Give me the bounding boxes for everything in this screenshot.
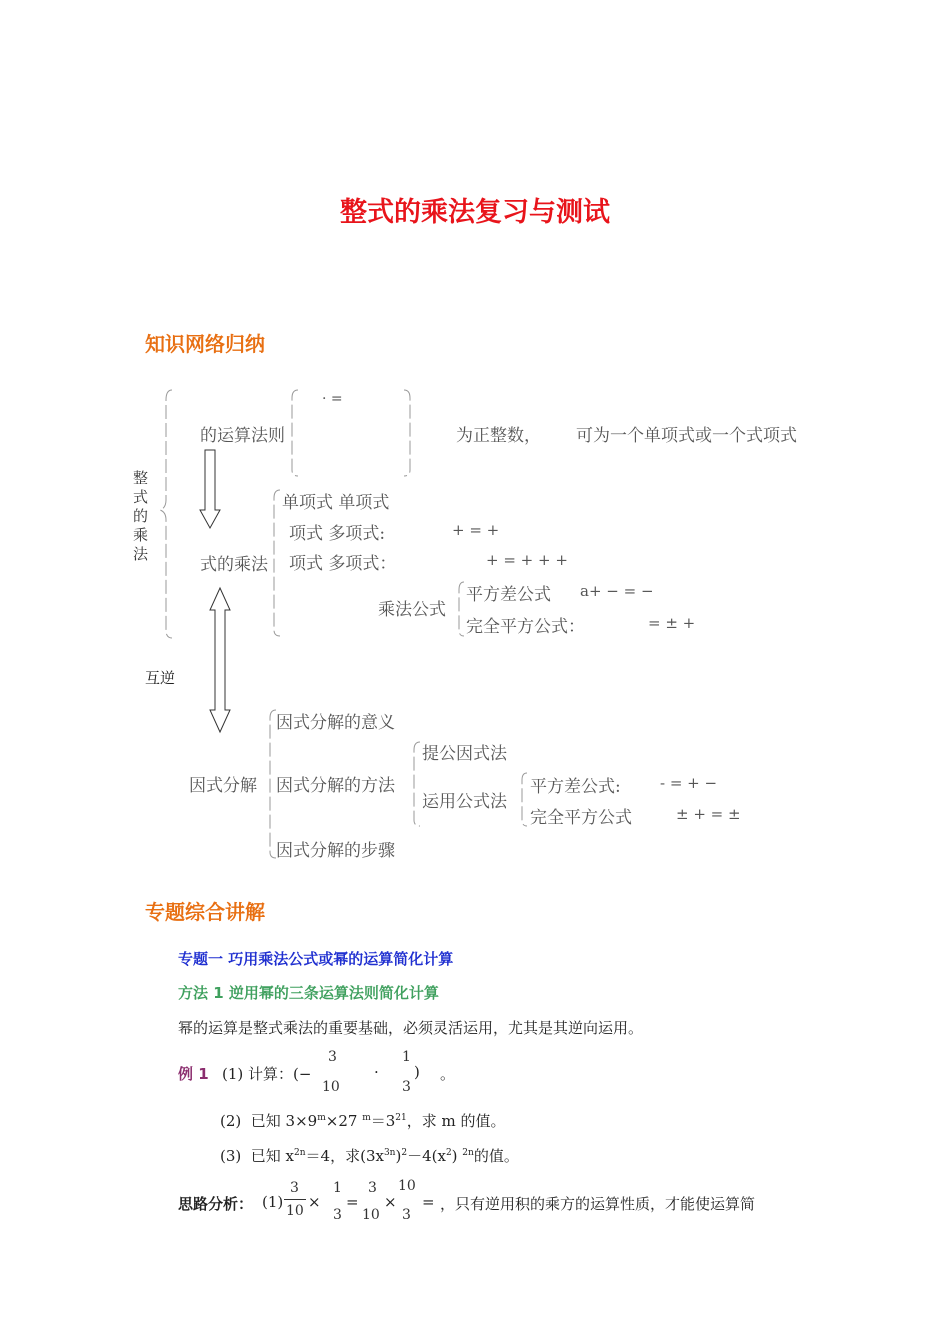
- q1-dot: ·: [374, 1063, 379, 1081]
- a-den-4: 3: [402, 1207, 411, 1223]
- f-diff-formula: - = + −: [660, 774, 718, 792]
- a-den-2: 3: [333, 1207, 342, 1223]
- factor-steps: 因式分解的步骤: [276, 841, 395, 861]
- mono-mono-label: 单项式 单项式: [282, 493, 390, 513]
- a-fraction-bar-1: [284, 1199, 306, 1200]
- diff-squares-label: 平方差公式: [466, 585, 551, 605]
- analysis-label: 思路分析：: [178, 1195, 254, 1213]
- f-perfect-square: 完全平方公式: [530, 808, 632, 828]
- page-title: 整式的乘法复习与测试: [340, 197, 610, 228]
- mult-label: 式的乘法: [200, 555, 268, 575]
- example-q1-prefix: (1) 计算：(−: [222, 1065, 312, 1083]
- down-arrow-icon: [200, 450, 220, 528]
- rules-brace-left: [292, 390, 298, 476]
- a-num-3: 3: [368, 1180, 377, 1196]
- f-diff-squares: 平方差公式:: [530, 777, 621, 797]
- inverse-label: 互逆: [145, 669, 176, 687]
- f-perfect-formula: ± + = ±: [676, 805, 741, 823]
- a-times-1: ×: [308, 1193, 321, 1211]
- example-q3: (3) 已知 $x^{2n}=4$，求$(3x^{3n})^2-4(x^2)$ $^{2n}$的值。: [220, 1147, 519, 1165]
- q1-denominator-2: 3: [402, 1079, 411, 1095]
- power-formula: · =: [322, 391, 343, 407]
- power-rules-label: 的运算法则: [200, 426, 285, 446]
- factor-label: 因式分解: [189, 776, 257, 796]
- can-be-text: 可为一个单项式或一个式项式: [576, 426, 797, 446]
- use-formula-brace: [522, 773, 527, 826]
- rules-brace-right: [404, 390, 410, 476]
- poly-poly-formula: + = + + +: [486, 551, 568, 569]
- analysis-text: ，只有逆用积的乘方的运算性质，才能使运算简: [440, 1195, 756, 1213]
- diff-squares-formula: a+ − = −: [580, 582, 654, 600]
- formula-brace: [459, 582, 464, 636]
- positive-int-text: 为正整数，: [456, 426, 541, 446]
- outer-brace: [160, 390, 172, 638]
- a-den-3: 10: [362, 1207, 380, 1223]
- a-times-2: ×: [384, 1193, 397, 1211]
- factor-meaning: 因式分解的意义: [276, 713, 395, 733]
- a-num-2: 1: [333, 1180, 342, 1196]
- poly-poly-label: 项式 多项式：: [289, 554, 397, 574]
- a-num-1: 3: [290, 1180, 299, 1196]
- topic-heading: 专题一 巧用乘法公式或幂的运算简化计算: [178, 950, 454, 968]
- q1-denominator-1: 10: [322, 1079, 340, 1095]
- example-q2: (2) 已知 $3\times 9^m\times 27$ $^m=3^{21}$，求 m 的值。: [220, 1112, 506, 1130]
- perfect-square-label: 完全平方公式：: [466, 617, 585, 637]
- a-num-4: 10: [398, 1178, 416, 1194]
- methods-brace: [414, 742, 420, 826]
- mono-poly-label: 项式 多项式:: [289, 524, 386, 544]
- method-heading: 方法 1 逆用幂的三条运算法则简化计算: [178, 984, 439, 1002]
- q1-close-paren: ): [414, 1063, 420, 1081]
- extract-common: 提公因式法: [422, 744, 507, 764]
- a-equals-1: =: [346, 1193, 359, 1211]
- mult-formula-label: 乘法公式: [378, 600, 446, 620]
- analysis-prefix: (1): [262, 1193, 284, 1211]
- vertical-label: 整式的乘法: [133, 469, 149, 563]
- example-label: 例 1: [178, 1065, 209, 1083]
- example-q1-suffix: 。: [440, 1065, 456, 1083]
- factor-methods: 因式分解的方法: [276, 776, 395, 796]
- double-arrow-icon: [210, 588, 230, 732]
- use-formula: 运用公式法: [422, 792, 507, 812]
- mono-poly-formula: + = +: [452, 521, 500, 539]
- intro-paragraph: 幂的运算是整式乘法的重要基础，必须灵活运用，尤其是其逆向运用。: [178, 1019, 644, 1037]
- q1-numerator-1: 3: [328, 1049, 337, 1065]
- a-equals-2: =: [422, 1193, 435, 1211]
- perfect-square-formula: = ± +: [648, 614, 696, 632]
- section-heading-topics: 专题综合讲解: [145, 900, 265, 924]
- section-heading-knowledge: 知识网络归纳: [145, 332, 265, 356]
- mult-brace: [274, 490, 280, 636]
- a-den-1: 10: [286, 1203, 304, 1219]
- q1-numerator-2: 1: [402, 1049, 411, 1065]
